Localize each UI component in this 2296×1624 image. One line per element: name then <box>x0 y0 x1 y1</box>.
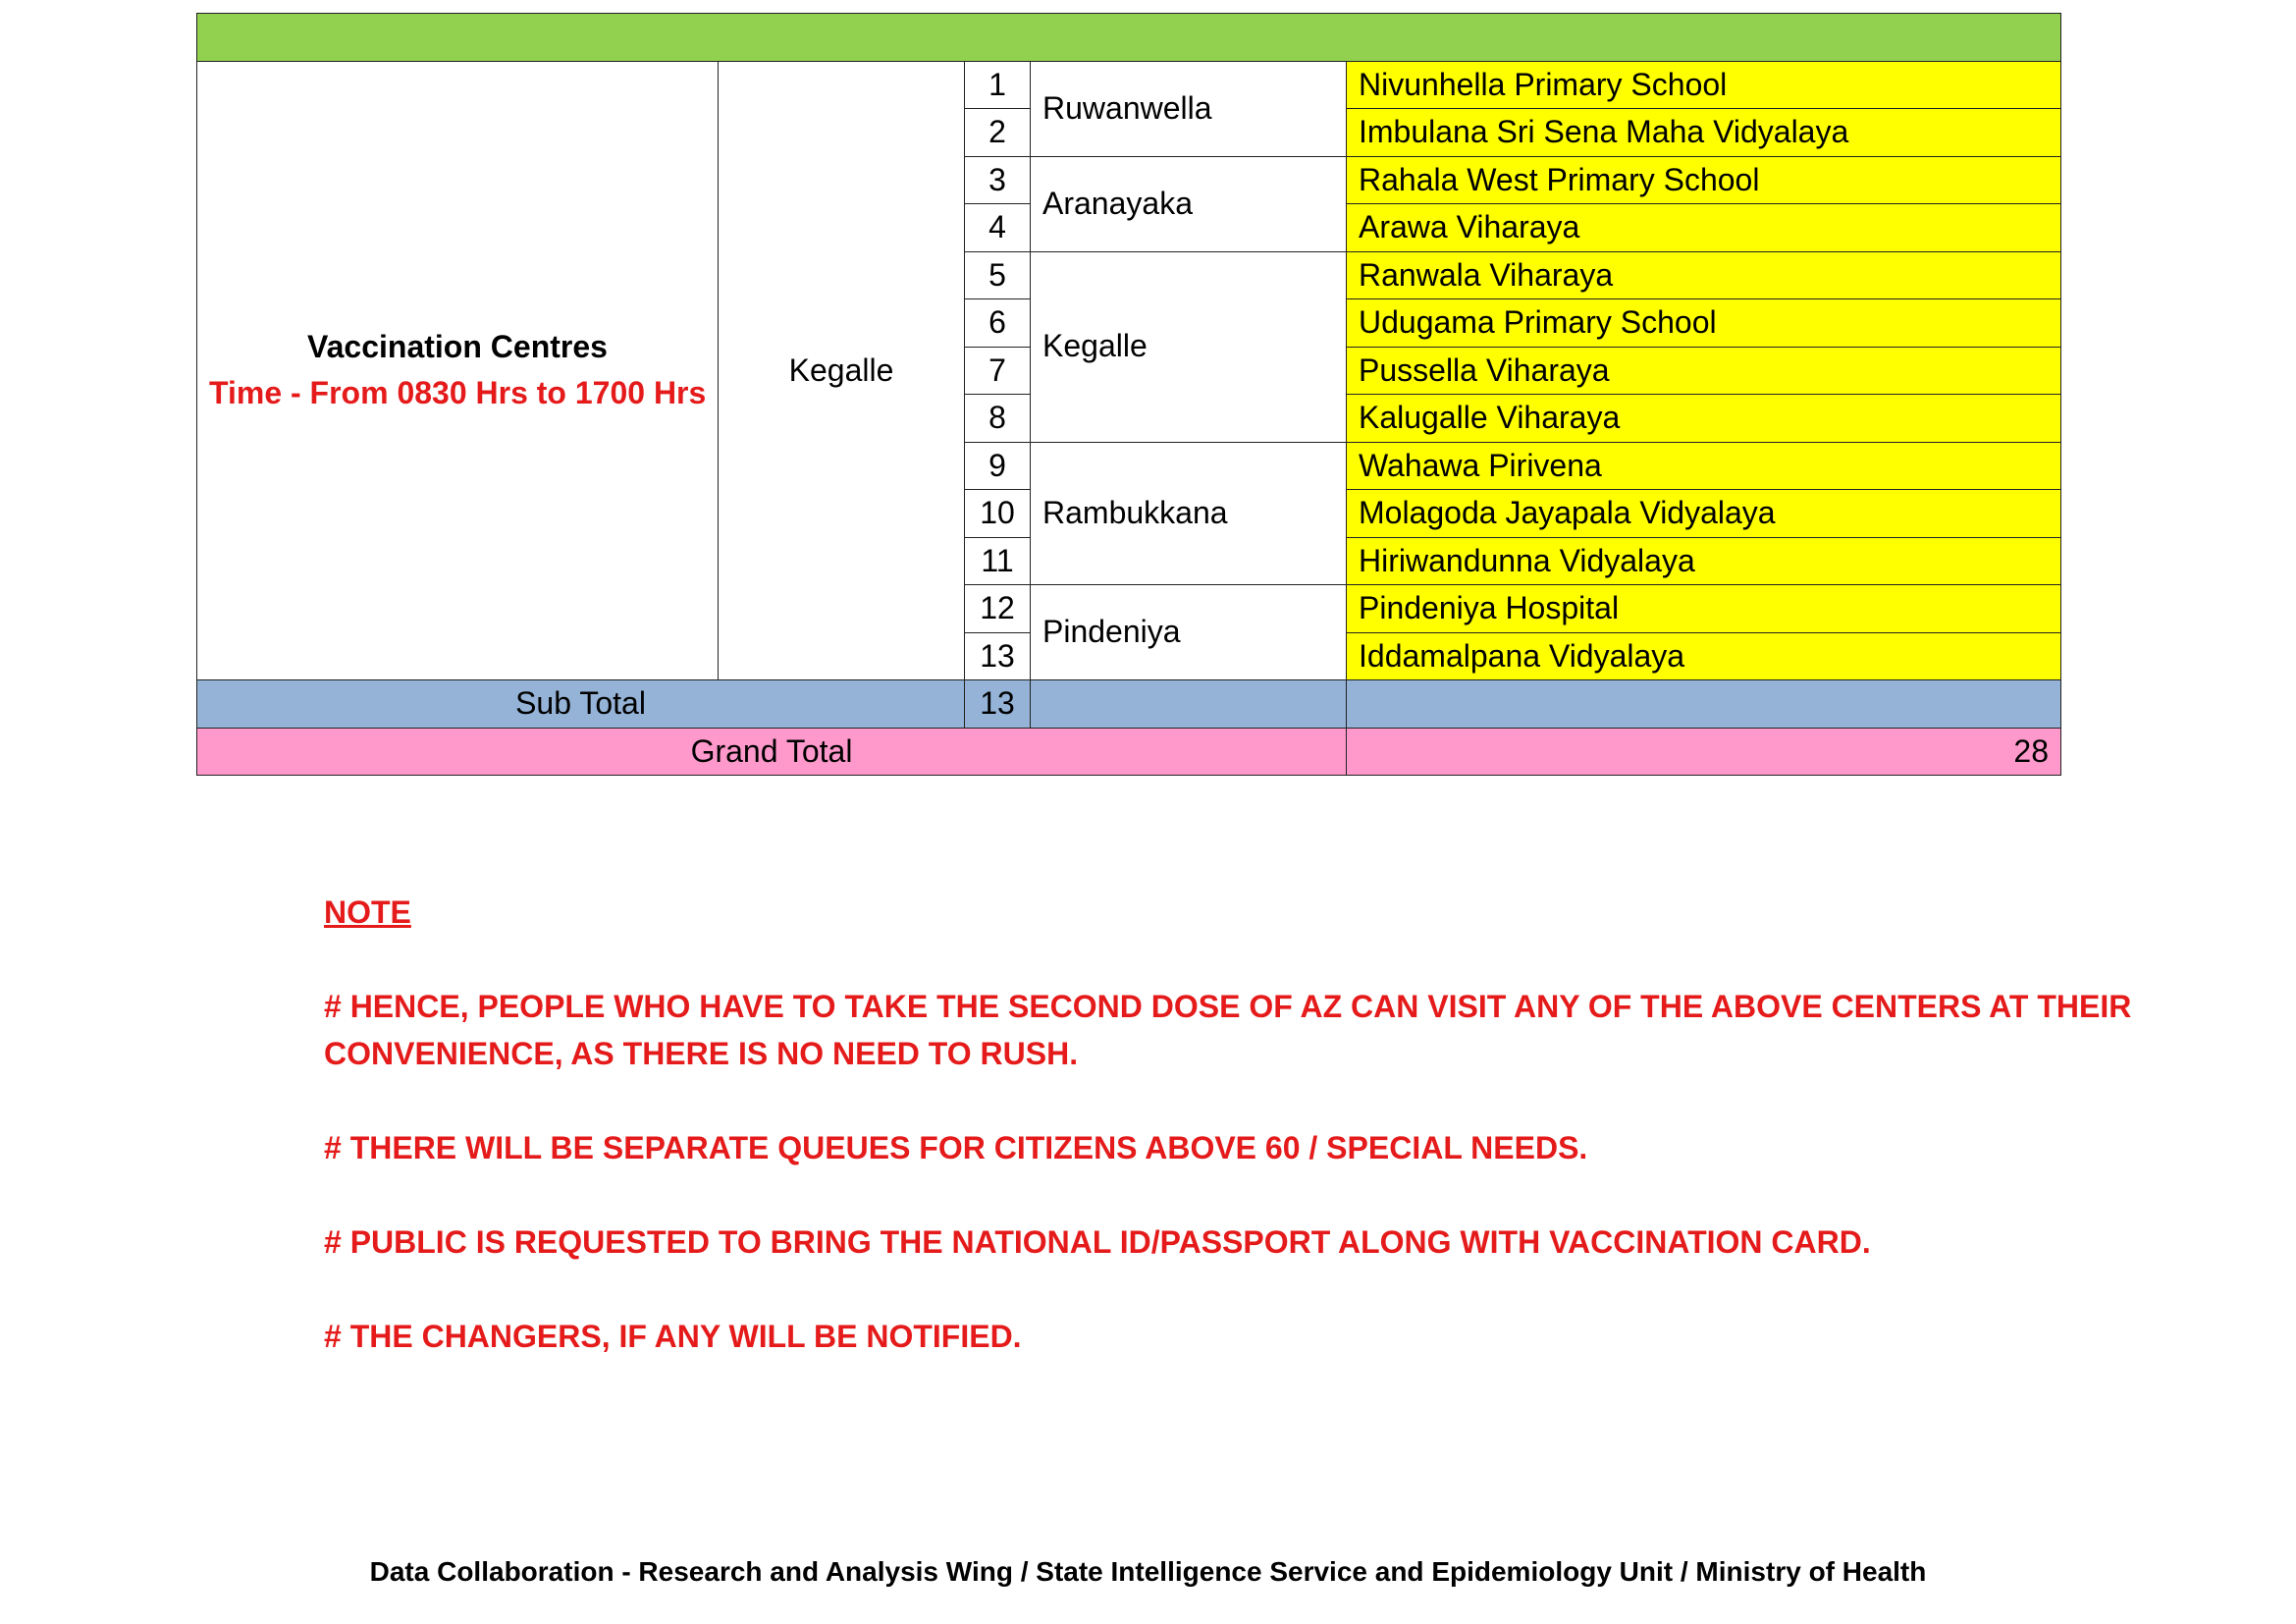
row-number: 2 <box>965 109 1031 157</box>
subtotal-empty-cell <box>1347 680 2061 729</box>
moh-area: Pindeniya <box>1031 585 1347 680</box>
centre-name: Wahawa Pirivena <box>1347 442 2061 490</box>
note-line: # THERE WILL BE SEPARATE QUEUES FOR CITIZENS ABOVE 60 / SPECIAL NEEDS. <box>324 1130 1588 1165</box>
centre-name: Iddamalpana Vidyalaya <box>1347 632 2061 680</box>
centre-label-time: Time - From 0830 Hrs to 1700 Hrs <box>209 375 707 411</box>
table-row <box>197 61 2061 109</box>
note-heading: NOTE <box>324 894 411 930</box>
note-line: # HENCE, PEOPLE WHO HAVE TO TAKE THE SECOND DOSE OF AZ CAN VISIT ANY OF THE ABOVE CENTERS AT THEIR CONVENIENCE, AS THERE IS NO NEED TO RUSH. <box>324 989 2132 1071</box>
row-number: 13 <box>965 632 1031 680</box>
notes-section <box>324 889 2189 1407</box>
centre-name: Kalugalle Viharaya <box>1347 395 2061 443</box>
row-number: 12 <box>965 585 1031 633</box>
moh-area: Rambukkana <box>1031 442 1347 585</box>
subtotal-row <box>197 680 2061 729</box>
centre-name: Arawa Viharaya <box>1347 204 2061 252</box>
row-number: 4 <box>965 204 1031 252</box>
moh-area: Ruwanwella <box>1031 61 1347 156</box>
centre-label-cell <box>197 61 719 680</box>
row-number: 1 <box>965 61 1031 109</box>
centre-name: Nivunhella Primary School <box>1347 61 2061 109</box>
grandtotal-label: Grand Total <box>197 728 1347 776</box>
district-cell: Kegalle <box>719 61 965 680</box>
centre-name: Pussella Viharaya <box>1347 347 2061 395</box>
centre-name: Ranwala Viharaya <box>1347 251 2061 299</box>
footer-credit: Data Collaboration - Research and Analysis Wing / State Intelligence Service and Epidemiology Unit / Ministry of Health <box>369 1556 1927 1587</box>
subtotal-empty-cell <box>1031 680 1347 729</box>
grandtotal-row <box>197 728 2061 776</box>
row-number: 5 <box>965 251 1031 299</box>
header-bar-cell <box>197 14 2061 62</box>
row-number: 8 <box>965 395 1031 443</box>
centre-name: Molagoda Jayapala Vidyalaya <box>1347 490 2061 538</box>
row-number: 10 <box>965 490 1031 538</box>
subtotal-label: Sub Total <box>197 680 965 729</box>
centre-name: Imbulana Sri Sena Maha Vidyalaya <box>1347 109 2061 157</box>
centre-name: Pindeniya Hospital <box>1347 585 2061 633</box>
centre-name: Rahala West Primary School <box>1347 156 2061 204</box>
centre-name: Hiriwandunna Vidyalaya <box>1347 537 2061 585</box>
table-header-bar <box>197 14 2061 62</box>
row-number: 7 <box>965 347 1031 395</box>
grandtotal-value: 28 <box>1347 728 2061 776</box>
vaccination-centres-table <box>196 13 2061 776</box>
centre-name: Udugama Primary School <box>1347 299 2061 348</box>
row-number: 6 <box>965 299 1031 348</box>
centre-label-title: Vaccination Centres <box>307 328 608 364</box>
row-number: 3 <box>965 156 1031 204</box>
moh-area: Kegalle <box>1031 251 1347 442</box>
note-line: # THE CHANGERS, IF ANY WILL BE NOTIFIED. <box>324 1319 1022 1354</box>
note-line: # PUBLIC IS REQUESTED TO BRING THE NATIONAL ID/PASSPORT ALONG WITH VACCINATION CARD. <box>324 1224 1871 1260</box>
row-number: 11 <box>965 537 1031 585</box>
row-number: 9 <box>965 442 1031 490</box>
moh-area: Aranayaka <box>1031 156 1347 251</box>
subtotal-value: 13 <box>965 680 1031 729</box>
